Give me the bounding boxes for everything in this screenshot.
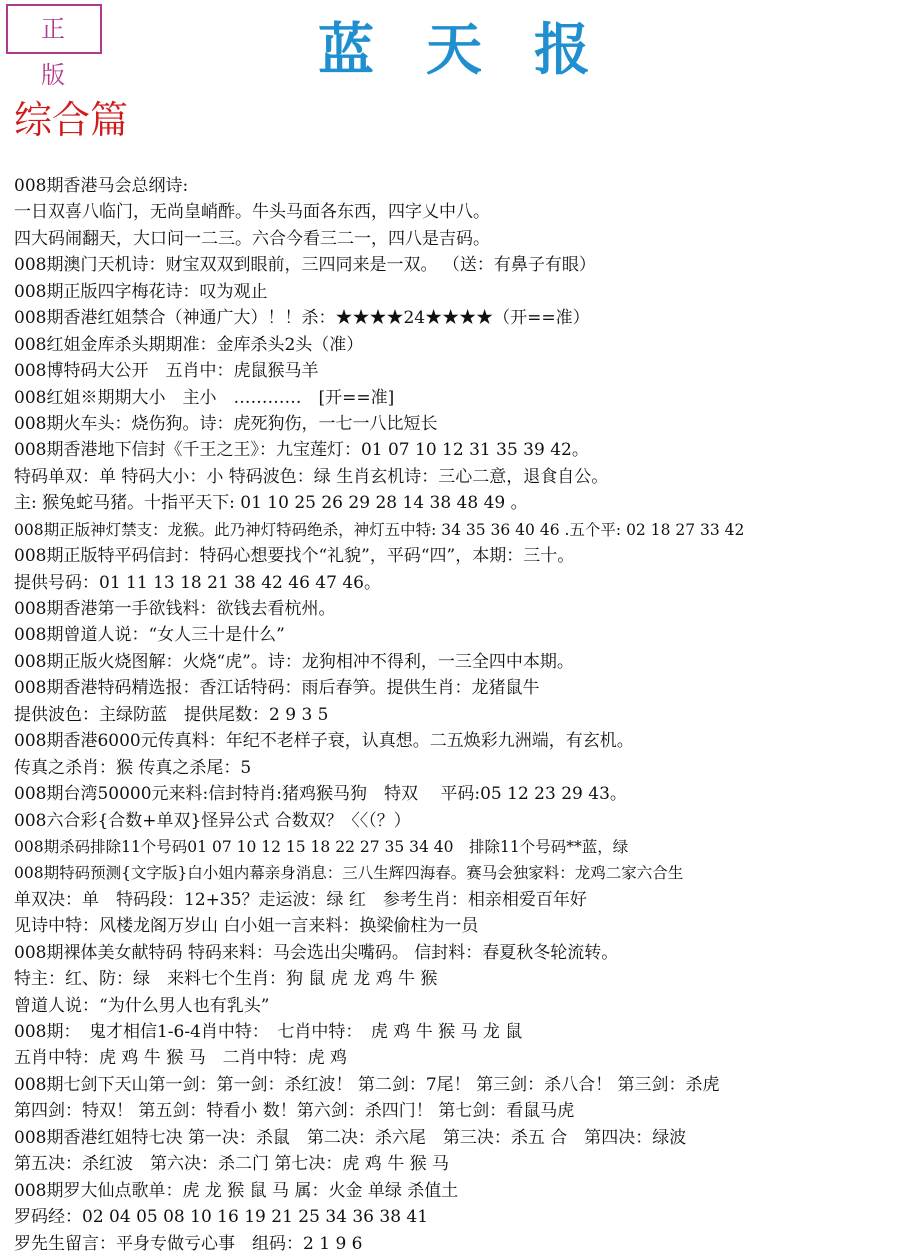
text-line: 罗先生留言：平身专做亏心事 组码：2 1 9 6 [14,1233,363,1254]
text-line: 曾道人说：“为什么男人也有乳头” [14,995,270,1016]
text-line: 008期： 鬼才相信1-6-4肖中特： 七肖中特： 虎 鸡 牛 猴 马 龙 鼠 [14,1022,523,1042]
text-line: 单双决：单 特码段：12+35？走运波：绿 红 参考生肖：相亲相爱百年好 [14,889,587,910]
text-line: 008期正版特平码信封：特码心想要找个“礼貌”，平码“四”，本期：三十。 [14,546,575,567]
text-line: 008博特码大公开 五肖中：虎鼠猴马羊 [14,361,319,382]
page-title: 蓝天报 [318,17,642,83]
text-line: 008期香港红姐禁合（神通广大）！！杀：★★★★24★★★★（开==准） [14,308,590,329]
text-line: 008期罗大仙点歌单：虎 龙 猴 鼠 马 属：火金 单绿 杀值土 [14,1180,459,1201]
text-line: 008期正版火烧图解：火烧“虎”。诗：龙狗相冲不得利，一三全四中本期。 [14,651,574,672]
text-line: 008红姐金库杀头期期准：金库杀头2头（准） [14,334,364,355]
text-line: 008期特码预测{文字版}白小姐内幕亲身消息：三八生辉四海春。赛马会独家料：龙鸡二家六合生 [14,864,684,883]
text-line: 008期香港第一手欲钱料：欲钱去看杭州。 [14,599,336,619]
text-line: 008期杀码排除11个号码01 07 10 12 15 18 22 27 35 34 40 排除11个号码**蓝，绿 [14,837,629,856]
text-line: 008六合彩{合数+单双}怪异公式 合数双？〈〈（？） [14,810,411,831]
text-line: 传真之杀肖：猴 传真之杀尾：5 [14,757,252,778]
text-line: 罗码经：02 04 05 08 10 16 19 21 25 34 36 38 41 [14,1207,429,1228]
text-line: 008期澳门天机诗：财宝双双到眼前，三四同来是一双。 （送：有鼻子有眼） [14,255,596,276]
text-line: 008期正版四字梅花诗：叹为观止 [14,281,268,302]
text-line: 四大码闹翻天，大口问一二三。六合今看三二一，四八是吉码。 [14,228,490,249]
text-line: 008期香港特码精选报：香江话特码：雨后春笋。提供生肖：龙猪鼠牛 [14,678,540,699]
text-line: 提供号码：01 11 13 18 21 38 42 46 47 46。 [14,572,381,593]
text-line: 特主：红、防：绿 来料七个生肖：狗 鼠 虎 龙 鸡 牛 猴 [14,969,438,990]
text-line: 008期香港马会总纲诗: [14,176,189,196]
text-line: 主: 猴兔蛇马猪。十指平天下: 01 10 25 26 29 28 14 38 48 49 。 [14,493,528,514]
text-line: 第五决：杀红波 第六决：杀二门 第七决：虎 鸡 牛 猴 马 [14,1154,450,1175]
text-line: 008期正版神灯禁支：龙猴。此乃神灯特码绝杀，神灯五中特: 34 35 36 40 46 .五个平: 02 18 27 33 42 [14,520,745,539]
edition-badge: 正 版 [6,4,102,54]
text-line: 特码单双：单 特码大小：小 特码波色：绿 生肖玄机诗：三心二意，退食自公。 [14,466,609,487]
text-line: 008期曾道人说：“女人三十是什么” [14,625,285,646]
text-line: 008期七剑下天山第一剑：第一剑：杀红波！ 第二剑：7尾！ 第三剑：杀八合！ 第三剑：杀虎 [14,1074,720,1095]
text-line: 提供波色：主绿防蓝 提供尾数：2 9 3 5 [14,704,329,725]
content-lines [14,173,898,1257]
text-line: 五肖中特：虎 鸡 牛 猴 马 二肖中特：虎 鸡 [14,1048,348,1069]
text-line: 见诗中特：风楼龙阁万岁山 白小姐一言来料：换梁偷柱为一员 [14,916,479,937]
text-line: 008期火车头：烧伤狗。诗：虎死狗伤，一七一八比短长 [14,413,438,434]
text-line: 008期台湾50000元来料:信封特肖:猪鸡猴马狗 特双 平码:05 12 23 29 43。 [14,784,627,805]
text-line: 008期香港红姐特七决 第一决：杀鼠 第二决：杀六尾 第三决：杀五 合 第四决：绿波 [14,1127,687,1148]
text-line: 008期裸体美女献特码 特码来料：马会选出尖嘴码。 信封料：春夏秋冬轮流转。 [14,942,619,963]
text-line: 008期香港6000元传真料：年纪不老样子衰，认真想。二五焕彩九洲端，有玄机。 [14,731,634,752]
text-line: 008红姐※期期大小 主小 ………… [开==准] [14,387,395,408]
text-line: 008期香港地下信封《千王之王》：九宝莲灯：01 07 10 12 31 35 39 42。 [14,440,589,461]
section-heading: 综合篇 [14,98,129,142]
text-line: 一日双喜八临门，无尚皇峭酢。牛头马面各东西，四字乂中八。 [14,202,490,223]
text-line: 第四剑：特双！ 第五剑：特看小 数！第六剑：杀四门！ 第七剑：看鼠马虎 [14,1101,575,1122]
